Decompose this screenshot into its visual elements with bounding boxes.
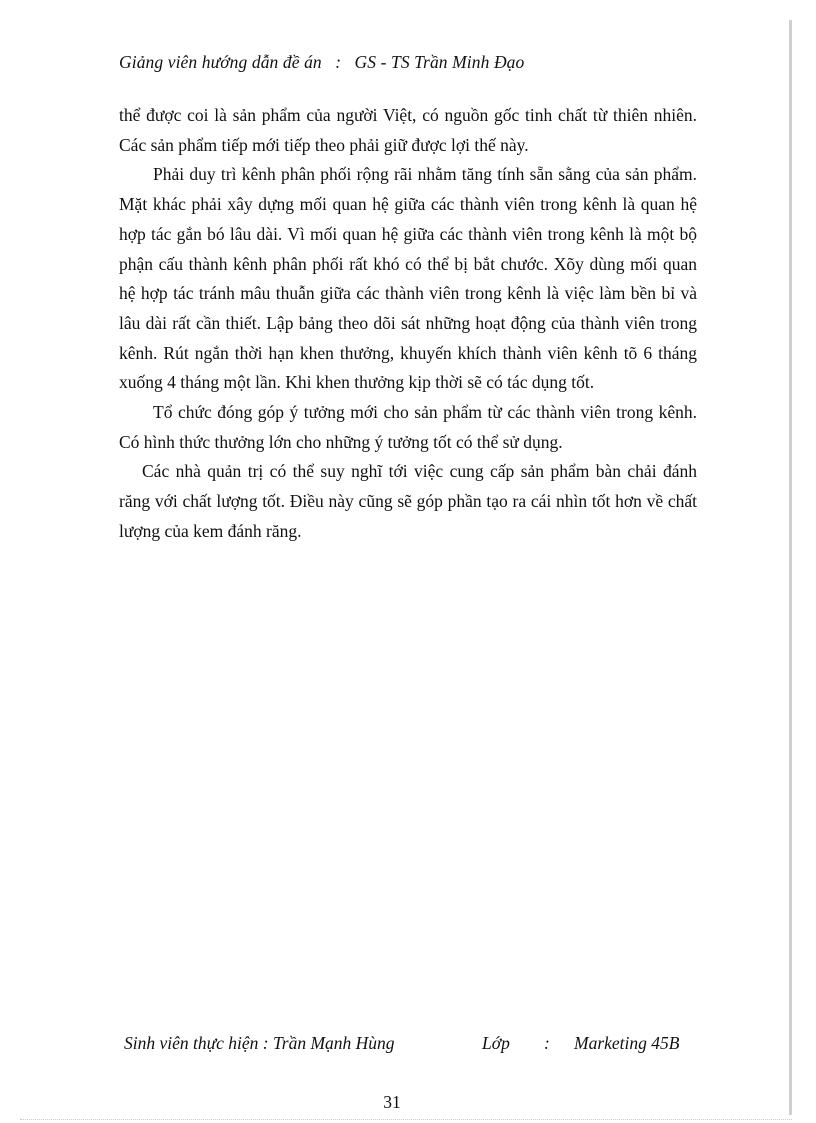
page-bottom-border: [20, 1119, 792, 1120]
page-header: Giảng viên hướng dẫn đề án : GS - TS Trần Minh Đạo: [119, 52, 525, 72]
paragraph-2: Phải duy trì kênh phân phối rộng rãi nhằm tăng tính sẵn sằng của sản phẩm. Mặt khác phải xây dựng mối quan hệ giữa các thành viên trong kênh là quan hệ hợp tác gắn bó lâu dài. Vì mối quan hệ giữa các thành viên trong kênh là một bộ phận cấu thành kênh phân phối rất khó có thể bị bắt chước. Xõy dùng mối quan hệ hợp tác tránh mâu thuẫn giữa các thành viên trong kênh là việc làm bền bỉ và lâu dài rất cần thiết. Lập bảng theo dõi sát những hoạt động của thành viên trong kênh. Rút ngắn thời hạn khen thưởng, khuyến khích thành viên kênh tõ 6 tháng xuống 4 tháng một lần. Khi khen thưởng kịp thời sẽ có tác dụng tốt.: [119, 164, 697, 393]
footer-class-label: Lớp: [482, 1033, 510, 1053]
footer-colon: :: [544, 1033, 550, 1053]
paragraph-4: Các nhà quản trị có thể suy nghĩ tới việc cung cấp sản phẩm bàn chải đánh răng với chất lượng tốt. Điều này cũng sẽ góp phần tạo ra cái nhìn tốt hơn về chất lượng của kem đánh răng.: [119, 461, 697, 541]
page-footer: [124, 1033, 694, 1054]
footer-student: Sinh viên thực hiện : Trần Mạnh Hùng: [124, 1033, 395, 1053]
page-edge-shadow: [789, 20, 792, 1115]
paragraph-3: Tổ chức đóng góp ý tưởng mới cho sản phẩm từ các thành viên trong kênh. Có hình thức thưởng lớn cho những ý tưởng tốt có thể sử dụng.: [119, 402, 697, 452]
body-text: [119, 101, 697, 547]
page-number: 31: [383, 1092, 401, 1112]
footer-class-value: Marketing 45B: [574, 1033, 680, 1053]
paragraph-1: thể được coi là sản phẩm của người Việt, có nguồn gốc tinh chất từ thiên nhiên. Các sản phẩm tiếp mới tiếp theo phải giữ được lợi thế này.: [119, 105, 697, 155]
